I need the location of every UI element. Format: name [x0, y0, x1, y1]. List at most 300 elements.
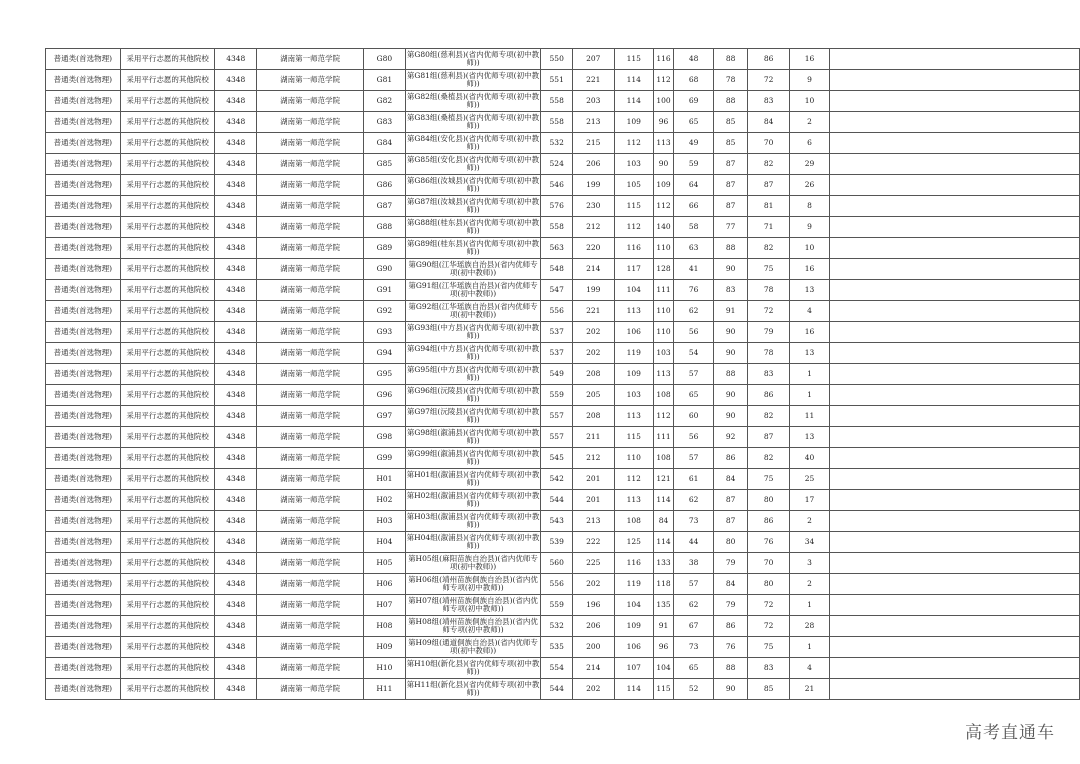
- cell-school-name: 湖南第一师范学院: [257, 49, 364, 70]
- cell-subject-b: 133: [654, 553, 674, 574]
- cell-batch: 采用平行志愿的其他院校: [120, 679, 215, 700]
- cell-group-code: H07: [364, 595, 406, 616]
- cell-subject-c: 62: [673, 301, 713, 322]
- cell-subject-a: 113: [614, 490, 654, 511]
- cell-chinese-math: 221: [573, 301, 614, 322]
- table-row: [46, 196, 1080, 217]
- cell-chinese-math: 220: [573, 238, 614, 259]
- cell-subject-c: 56: [673, 427, 713, 448]
- cell-subject-a: 119: [614, 574, 654, 595]
- cell-subject-e: 80: [747, 574, 789, 595]
- cell-school-name: 湖南第一师范学院: [257, 406, 364, 427]
- cell-subject-b: 135: [654, 595, 674, 616]
- cell-blank: [829, 217, 1079, 238]
- cell-subject-e: 82: [747, 154, 789, 175]
- cell-school-code: 4348: [215, 91, 257, 112]
- cell-subject-e: 82: [747, 448, 789, 469]
- cell-subject-c: 57: [673, 574, 713, 595]
- cell-subject-a: 104: [614, 595, 654, 616]
- cell-rank: 16: [790, 322, 829, 343]
- cell-subject-a: 108: [614, 511, 654, 532]
- cell-subject-d: 92: [714, 427, 748, 448]
- cell-subject-d: 87: [714, 196, 748, 217]
- cell-rank: 13: [790, 280, 829, 301]
- cell-blank: [829, 175, 1079, 196]
- cell-rank: 13: [790, 427, 829, 448]
- cell-blank: [829, 427, 1079, 448]
- cell-group-code: G98: [364, 427, 406, 448]
- cell-blank: [829, 616, 1079, 637]
- cell-subject-a: 125: [614, 532, 654, 553]
- cell-blank: [829, 637, 1079, 658]
- cell-group-name: 第H05组(麻阳苗族自治县)(省内优师专项(初中教师)): [405, 553, 541, 574]
- cell-subject-c: 64: [673, 175, 713, 196]
- cell-batch: 采用平行志愿的其他院校: [120, 511, 215, 532]
- cell-total-score: 544: [541, 490, 573, 511]
- cell-subject-d: 86: [714, 448, 748, 469]
- cell-subject-b: 116: [654, 49, 674, 70]
- cell-chinese-math: 203: [573, 91, 614, 112]
- cell-subject-e: 81: [747, 196, 789, 217]
- table-row: [46, 49, 1080, 70]
- cell-group-name: 第G80组(慈利县)(省内优师专项(初中教师)): [405, 49, 541, 70]
- cell-rank: 29: [790, 154, 829, 175]
- cell-subject-a: 117: [614, 259, 654, 280]
- cell-category: 普通类(首选物理): [46, 469, 121, 490]
- cell-rank: 10: [790, 91, 829, 112]
- cell-rank: 17: [790, 490, 829, 511]
- cell-category: 普通类(首选物理): [46, 406, 121, 427]
- cell-subject-d: 90: [714, 343, 748, 364]
- cell-rank: 2: [790, 112, 829, 133]
- cell-school-name: 湖南第一师范学院: [257, 595, 364, 616]
- cell-group-name: 第G91组(江华瑶族自治县)(省内优师专项(初中教师)): [405, 280, 541, 301]
- table-row: [46, 616, 1080, 637]
- cell-total-score: 524: [541, 154, 573, 175]
- cell-subject-a: 116: [614, 553, 654, 574]
- cell-school-code: 4348: [215, 175, 257, 196]
- cell-chinese-math: 212: [573, 217, 614, 238]
- cell-total-score: 558: [541, 112, 573, 133]
- cell-category: 普通类(首选物理): [46, 196, 121, 217]
- cell-chinese-math: 202: [573, 322, 614, 343]
- cell-subject-d: 79: [714, 595, 748, 616]
- cell-subject-c: 44: [673, 532, 713, 553]
- table-row: [46, 70, 1080, 91]
- cell-subject-e: 72: [747, 70, 789, 91]
- cell-subject-e: 78: [747, 343, 789, 364]
- cell-school-code: 4348: [215, 364, 257, 385]
- cell-group-code: H01: [364, 469, 406, 490]
- cell-subject-a: 106: [614, 322, 654, 343]
- cell-group-name: 第H07组(靖州苗族侗族自治县)(省内优师专项(初中教师)): [405, 595, 541, 616]
- table-row: [46, 595, 1080, 616]
- cell-chinese-math: 207: [573, 49, 614, 70]
- cell-batch: 采用平行志愿的其他院校: [120, 112, 215, 133]
- cell-batch: 采用平行志愿的其他院校: [120, 532, 215, 553]
- cell-subject-e: 75: [747, 259, 789, 280]
- cell-group-code: H03: [364, 511, 406, 532]
- cell-category: 普通类(首选物理): [46, 238, 121, 259]
- cell-category: 普通类(首选物理): [46, 280, 121, 301]
- cell-school-code: 4348: [215, 259, 257, 280]
- cell-total-score: 557: [541, 406, 573, 427]
- cell-rank: 40: [790, 448, 829, 469]
- table-row: [46, 679, 1080, 700]
- cell-category: 普通类(首选物理): [46, 553, 121, 574]
- cell-rank: 9: [790, 70, 829, 91]
- table-row: [46, 217, 1080, 238]
- table-row: [46, 574, 1080, 595]
- cell-batch: 采用平行志愿的其他院校: [120, 217, 215, 238]
- cell-subject-c: 48: [673, 49, 713, 70]
- cell-subject-c: 76: [673, 280, 713, 301]
- cell-school-name: 湖南第一师范学院: [257, 280, 364, 301]
- cell-blank: [829, 553, 1079, 574]
- cell-subject-a: 114: [614, 91, 654, 112]
- cell-group-name: 第G95组(中方县)(省内优师专项(初中教师)): [405, 364, 541, 385]
- cell-school-code: 4348: [215, 112, 257, 133]
- cell-blank: [829, 133, 1079, 154]
- cell-batch: 采用平行志愿的其他院校: [120, 301, 215, 322]
- cell-subject-b: 114: [654, 532, 674, 553]
- cell-subject-e: 72: [747, 616, 789, 637]
- cell-chinese-math: 200: [573, 637, 614, 658]
- cell-school-name: 湖南第一师范学院: [257, 322, 364, 343]
- cell-subject-e: 87: [747, 427, 789, 448]
- cell-subject-b: 96: [654, 637, 674, 658]
- cell-batch: 采用平行志愿的其他院校: [120, 259, 215, 280]
- table-row: [46, 637, 1080, 658]
- table-row: [46, 322, 1080, 343]
- cell-group-code: H05: [364, 553, 406, 574]
- cell-group-name: 第G99组(溆浦县)(省内优师专项(初中教师)): [405, 448, 541, 469]
- cell-subject-a: 107: [614, 658, 654, 679]
- cell-subject-c: 65: [673, 112, 713, 133]
- cell-group-code: H06: [364, 574, 406, 595]
- cell-school-code: 4348: [215, 343, 257, 364]
- cell-rank: 2: [790, 574, 829, 595]
- cell-subject-c: 67: [673, 616, 713, 637]
- cell-subject-a: 115: [614, 49, 654, 70]
- cell-subject-b: 112: [654, 196, 674, 217]
- cell-school-name: 湖南第一师范学院: [257, 532, 364, 553]
- cell-subject-e: 83: [747, 364, 789, 385]
- cell-subject-e: 79: [747, 322, 789, 343]
- cell-group-name: 第G92组(江华瑶族自治县)(省内优师专项(初中教师)): [405, 301, 541, 322]
- cell-category: 普通类(首选物理): [46, 49, 121, 70]
- cell-group-code: G87: [364, 196, 406, 217]
- cell-category: 普通类(首选物理): [46, 574, 121, 595]
- cell-rank: 9: [790, 217, 829, 238]
- cell-school-code: 4348: [215, 280, 257, 301]
- cell-subject-c: 69: [673, 91, 713, 112]
- cell-school-name: 湖南第一师范学院: [257, 259, 364, 280]
- cell-category: 普通类(首选物理): [46, 448, 121, 469]
- cell-subject-e: 80: [747, 490, 789, 511]
- cell-subject-e: 82: [747, 406, 789, 427]
- cell-group-name: 第H01组(溆浦县)(省内优师专项(初中教师)): [405, 469, 541, 490]
- cell-subject-a: 110: [614, 448, 654, 469]
- cell-school-name: 湖南第一师范学院: [257, 196, 364, 217]
- cell-subject-c: 65: [673, 658, 713, 679]
- cell-group-code: H08: [364, 616, 406, 637]
- cell-subject-c: 63: [673, 238, 713, 259]
- cell-rank: 1: [790, 364, 829, 385]
- cell-total-score: 539: [541, 532, 573, 553]
- cell-chinese-math: 199: [573, 175, 614, 196]
- cell-subject-a: 112: [614, 217, 654, 238]
- cell-total-score: 558: [541, 91, 573, 112]
- cell-batch: 采用平行志愿的其他院校: [120, 385, 215, 406]
- table-row: [46, 427, 1080, 448]
- cell-subject-b: 115: [654, 679, 674, 700]
- cell-chinese-math: 201: [573, 469, 614, 490]
- cell-batch: 采用平行志愿的其他院校: [120, 406, 215, 427]
- cell-batch: 采用平行志愿的其他院校: [120, 658, 215, 679]
- cell-school-code: 4348: [215, 658, 257, 679]
- cell-school-code: 4348: [215, 154, 257, 175]
- cell-rank: 34: [790, 532, 829, 553]
- cell-subject-a: 109: [614, 616, 654, 637]
- cell-rank: 1: [790, 385, 829, 406]
- cell-blank: [829, 532, 1079, 553]
- cell-rank: 11: [790, 406, 829, 427]
- cell-group-code: G82: [364, 91, 406, 112]
- cell-chinese-math: 214: [573, 259, 614, 280]
- cell-category: 普通类(首选物理): [46, 175, 121, 196]
- cell-rank: 8: [790, 196, 829, 217]
- cell-chinese-math: 199: [573, 280, 614, 301]
- cell-blank: [829, 196, 1079, 217]
- table-row: [46, 259, 1080, 280]
- cell-group-code: G99: [364, 448, 406, 469]
- cell-subject-c: 62: [673, 490, 713, 511]
- cell-subject-e: 70: [747, 553, 789, 574]
- cell-blank: [829, 595, 1079, 616]
- cell-rank: 1: [790, 595, 829, 616]
- cell-school-code: 4348: [215, 595, 257, 616]
- cell-chinese-math: 205: [573, 385, 614, 406]
- table-row: [46, 280, 1080, 301]
- cell-total-score: 537: [541, 322, 573, 343]
- cell-chinese-math: 214: [573, 658, 614, 679]
- cell-group-name: 第G87组(汝城县)(省内优师专项(初中教师)): [405, 196, 541, 217]
- cell-rank: 16: [790, 259, 829, 280]
- cell-chinese-math: 221: [573, 70, 614, 91]
- cell-group-code: G97: [364, 406, 406, 427]
- cell-blank: [829, 511, 1079, 532]
- cell-category: 普通类(首选物理): [46, 364, 121, 385]
- cell-group-code: H11: [364, 679, 406, 700]
- table-row: [46, 112, 1080, 133]
- cell-subject-d: 90: [714, 679, 748, 700]
- cell-subject-c: 49: [673, 133, 713, 154]
- watermark-logo-text: 高考直通车: [965, 723, 1055, 743]
- cell-subject-b: 108: [654, 385, 674, 406]
- cell-school-code: 4348: [215, 49, 257, 70]
- cell-subject-d: 87: [714, 175, 748, 196]
- cell-blank: [829, 448, 1079, 469]
- cell-subject-d: 88: [714, 364, 748, 385]
- cell-subject-a: 103: [614, 385, 654, 406]
- cell-subject-a: 116: [614, 238, 654, 259]
- cell-blank: [829, 154, 1079, 175]
- cell-school-code: 4348: [215, 532, 257, 553]
- cell-subject-b: 113: [654, 133, 674, 154]
- table-row: [46, 343, 1080, 364]
- table-row: [46, 511, 1080, 532]
- cell-subject-e: 83: [747, 658, 789, 679]
- table-body: [46, 49, 1080, 700]
- cell-subject-e: 86: [747, 49, 789, 70]
- cell-subject-b: 103: [654, 343, 674, 364]
- cell-chinese-math: 215: [573, 133, 614, 154]
- cell-school-code: 4348: [215, 574, 257, 595]
- table-row: [46, 301, 1080, 322]
- cell-chinese-math: 225: [573, 553, 614, 574]
- cell-rank: 1: [790, 637, 829, 658]
- table-row: [46, 91, 1080, 112]
- cell-subject-a: 109: [614, 112, 654, 133]
- cell-subject-c: 62: [673, 595, 713, 616]
- cell-subject-c: 57: [673, 448, 713, 469]
- cell-school-name: 湖南第一师范学院: [257, 448, 364, 469]
- cell-category: 普通类(首选物理): [46, 133, 121, 154]
- cell-total-score: 560: [541, 553, 573, 574]
- cell-chinese-math: 208: [573, 364, 614, 385]
- cell-category: 普通类(首选物理): [46, 595, 121, 616]
- cell-subject-b: 111: [654, 280, 674, 301]
- table-row: [46, 175, 1080, 196]
- cell-subject-d: 84: [714, 469, 748, 490]
- cell-chinese-math: 196: [573, 595, 614, 616]
- cell-blank: [829, 280, 1079, 301]
- cell-subject-e: 72: [747, 595, 789, 616]
- cell-group-code: G85: [364, 154, 406, 175]
- cell-total-score: 563: [541, 238, 573, 259]
- cell-school-name: 湖南第一师范学院: [257, 679, 364, 700]
- cell-group-name: 第H10组(新化县)(省内优师专项(初中教师)): [405, 658, 541, 679]
- cell-subject-d: 85: [714, 112, 748, 133]
- cell-school-code: 4348: [215, 238, 257, 259]
- cell-total-score: 546: [541, 175, 573, 196]
- cell-subject-e: 86: [747, 385, 789, 406]
- cell-batch: 采用平行志愿的其他院校: [120, 637, 215, 658]
- cell-batch: 采用平行志愿的其他院校: [120, 280, 215, 301]
- cell-rank: 10: [790, 238, 829, 259]
- cell-blank: [829, 343, 1079, 364]
- cell-school-code: 4348: [215, 70, 257, 91]
- cell-subject-d: 76: [714, 637, 748, 658]
- cell-subject-e: 86: [747, 511, 789, 532]
- cell-rank: 26: [790, 175, 829, 196]
- cell-school-code: 4348: [215, 469, 257, 490]
- cell-total-score: 576: [541, 196, 573, 217]
- cell-total-score: 543: [541, 511, 573, 532]
- cell-subject-e: 82: [747, 238, 789, 259]
- cell-group-name: 第G88组(桂东县)(省内优师专项(初中教师)): [405, 217, 541, 238]
- cell-group-code: G94: [364, 343, 406, 364]
- cell-group-code: H09: [364, 637, 406, 658]
- cell-batch: 采用平行志愿的其他院校: [120, 427, 215, 448]
- cell-rank: 6: [790, 133, 829, 154]
- cell-subject-b: 118: [654, 574, 674, 595]
- cell-batch: 采用平行志愿的其他院校: [120, 91, 215, 112]
- cell-subject-a: 114: [614, 679, 654, 700]
- cell-total-score: 532: [541, 616, 573, 637]
- table-row: [46, 133, 1080, 154]
- cell-category: 普通类(首选物理): [46, 343, 121, 364]
- cell-subject-d: 83: [714, 280, 748, 301]
- cell-school-code: 4348: [215, 511, 257, 532]
- cell-group-code: G91: [364, 280, 406, 301]
- cell-subject-b: 110: [654, 238, 674, 259]
- cell-category: 普通类(首选物理): [46, 112, 121, 133]
- cell-chinese-math: 212: [573, 448, 614, 469]
- cell-group-code: G93: [364, 322, 406, 343]
- cell-batch: 采用平行志愿的其他院校: [120, 364, 215, 385]
- cell-subject-b: 96: [654, 112, 674, 133]
- cell-school-code: 4348: [215, 553, 257, 574]
- cell-subject-e: 78: [747, 280, 789, 301]
- cell-total-score: 558: [541, 217, 573, 238]
- cell-category: 普通类(首选物理): [46, 427, 121, 448]
- cell-subject-c: 73: [673, 511, 713, 532]
- cell-chinese-math: 202: [573, 343, 614, 364]
- table-row: [46, 448, 1080, 469]
- cell-subject-d: 90: [714, 322, 748, 343]
- cell-group-code: G81: [364, 70, 406, 91]
- cell-total-score: 544: [541, 679, 573, 700]
- cell-blank: [829, 70, 1079, 91]
- cell-batch: 采用平行志愿的其他院校: [120, 238, 215, 259]
- cell-chinese-math: 213: [573, 112, 614, 133]
- cell-group-name: 第H04组(溆浦县)(省内优师专项(初中教师)): [405, 532, 541, 553]
- cell-subject-a: 112: [614, 133, 654, 154]
- cell-batch: 采用平行志愿的其他院校: [120, 49, 215, 70]
- cell-school-code: 4348: [215, 406, 257, 427]
- cell-blank: [829, 574, 1079, 595]
- cell-blank: [829, 469, 1079, 490]
- cell-school-code: 4348: [215, 301, 257, 322]
- cell-group-code: H02: [364, 490, 406, 511]
- cell-category: 普通类(首选物理): [46, 658, 121, 679]
- cell-subject-b: 111: [654, 427, 674, 448]
- cell-school-code: 4348: [215, 133, 257, 154]
- cell-category: 普通类(首选物理): [46, 385, 121, 406]
- cell-subject-b: 109: [654, 175, 674, 196]
- cell-subject-b: 108: [654, 448, 674, 469]
- cell-subject-a: 114: [614, 70, 654, 91]
- cell-chinese-math: 201: [573, 490, 614, 511]
- cell-subject-c: 38: [673, 553, 713, 574]
- cell-subject-c: 65: [673, 385, 713, 406]
- cell-group-code: G83: [364, 112, 406, 133]
- cell-group-name: 第G85组(安化县)(省内优师专项(初中教师)): [405, 154, 541, 175]
- table-row: [46, 469, 1080, 490]
- cell-category: 普通类(首选物理): [46, 70, 121, 91]
- cell-group-name: 第H08组(靖州苗族侗族自治县)(省内优师专项(初中教师)): [405, 616, 541, 637]
- cell-subject-c: 59: [673, 154, 713, 175]
- cell-school-name: 湖南第一师范学院: [257, 511, 364, 532]
- cell-category: 普通类(首选物理): [46, 511, 121, 532]
- cell-group-code: G92: [364, 301, 406, 322]
- cell-subject-a: 106: [614, 637, 654, 658]
- cell-blank: [829, 112, 1079, 133]
- cell-category: 普通类(首选物理): [46, 616, 121, 637]
- cell-school-name: 湖南第一师范学院: [257, 343, 364, 364]
